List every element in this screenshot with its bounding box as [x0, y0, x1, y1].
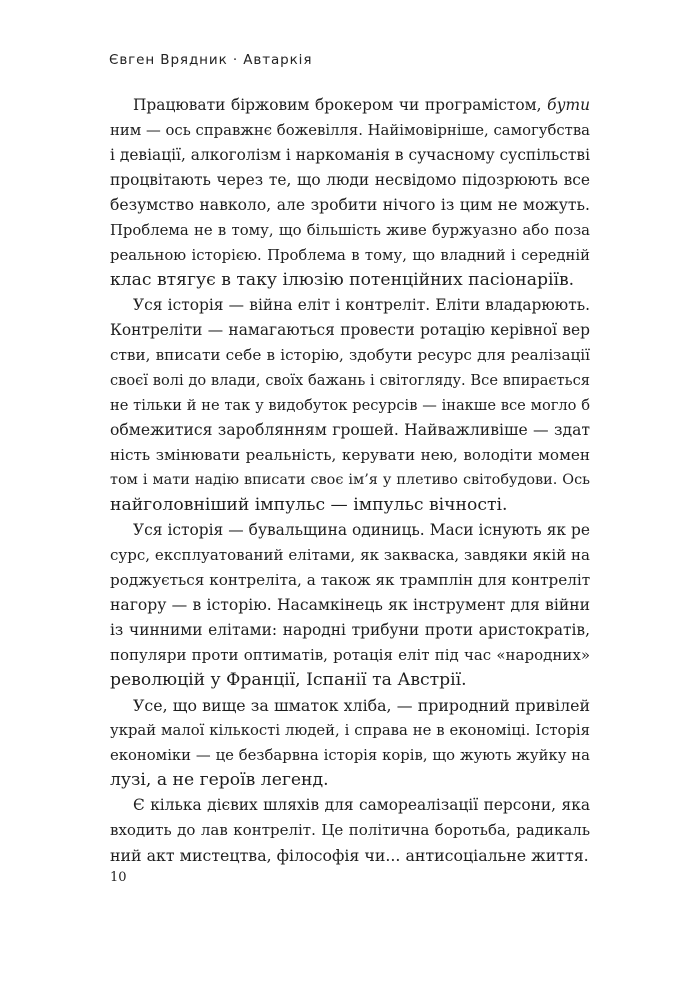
- text-line: роджується контреліта, а також як трамплін для контреліт: [110, 571, 591, 589]
- text-line: обмежитися зароблянням грошей. Найважливіше — здат: [110, 421, 590, 439]
- text-line: не тільки й не так у видобуток ресурсів — інакше все могло б: [110, 397, 590, 414]
- paragraph: [110, 793, 590, 868]
- text-line: Проблема не в тому, що більшість живе буржуазно або поза: [110, 222, 590, 239]
- text-line: процвітають через те, що люди несвідомо підозрюють все: [110, 171, 590, 189]
- text-line: популяри проти оптиматів, ротація еліт під час «народних»: [110, 646, 590, 664]
- text-line: ний акт мистецтва, філософія чи... антисоціальне життя.: [110, 846, 589, 865]
- text-line: Контреліти — намагаються провести ротацію керівної вер: [110, 321, 590, 339]
- text-line: реальною історією. Проблема в тому, що владний і середній: [110, 247, 590, 264]
- text-line: своєї волі до влади, своїх бажань і світогляду. Все впирається: [110, 372, 590, 389]
- text-line: стви, вписати себе в історію, здобути ресурс для реалізації: [110, 346, 590, 364]
- page-number: 10: [110, 870, 127, 885]
- text-line: нагору — в історію. Насамкінець як інструмент для війни: [110, 596, 590, 614]
- text-line: том і мати надію вписати своє ім’я у плетиво світобудови. Ось: [110, 472, 590, 488]
- text-line: сурс, експлуатований елітами, як закваска, завдяки якій на: [110, 546, 590, 564]
- running-head: Євген Врядник · Автаркія: [109, 52, 313, 68]
- text-line: Уся історія — війна еліт і контреліт. Еліти владарюють.: [133, 296, 590, 314]
- paragraph: [110, 693, 590, 793]
- text-line: із чинними елітами: народні трибуни проти аристократів,: [110, 621, 590, 639]
- paragraph: [110, 93, 590, 293]
- text-line: клас втягує в таку ілюзію потенційних пасіонаріїв.: [110, 270, 575, 290]
- text-line: безумство навколо, але зробити нічого із цим не можуть.: [110, 196, 590, 214]
- text-line: Є кілька дієвих шляхів для самореалізації персони, яка: [133, 796, 590, 814]
- italic-word: бути: [547, 96, 590, 114]
- paragraph: [110, 293, 590, 518]
- text-line: ним — ось справжнє божевілля. Найімовірніше, самогубства: [110, 122, 590, 139]
- text-line: лузі, а не героїв легенд.: [110, 770, 329, 790]
- body-text: [110, 93, 590, 868]
- text-line: украй малої кількості людей, і справа не в економіці. Історія: [110, 722, 590, 739]
- text-line: Уся історія — бувальщина одиниць. Маси існують як ре: [133, 521, 590, 539]
- paragraph: [110, 518, 590, 693]
- text-line: ність змінювати реальність, керувати нею, володіти момен: [110, 446, 590, 464]
- text-line: Працювати біржовим брокером чи програмістом, бути: [133, 96, 590, 114]
- text-line: революцій у Франції, Іспанії та Австрії.: [110, 670, 467, 690]
- text-line: Усе, що вище за шматок хліба, — природний привілей: [133, 696, 590, 715]
- text-line: і девіації, алкоголізм і наркоманія в сучасному суспільстві: [110, 146, 590, 164]
- text-line: входить до лав контреліт. Це політична боротьба, радикаль: [110, 821, 590, 839]
- text-line: найголовніший імпульс — імпульс вічності.: [110, 495, 508, 515]
- text-line: економіки — це безбарвна історія корів, що жують жуйку на: [110, 747, 590, 764]
